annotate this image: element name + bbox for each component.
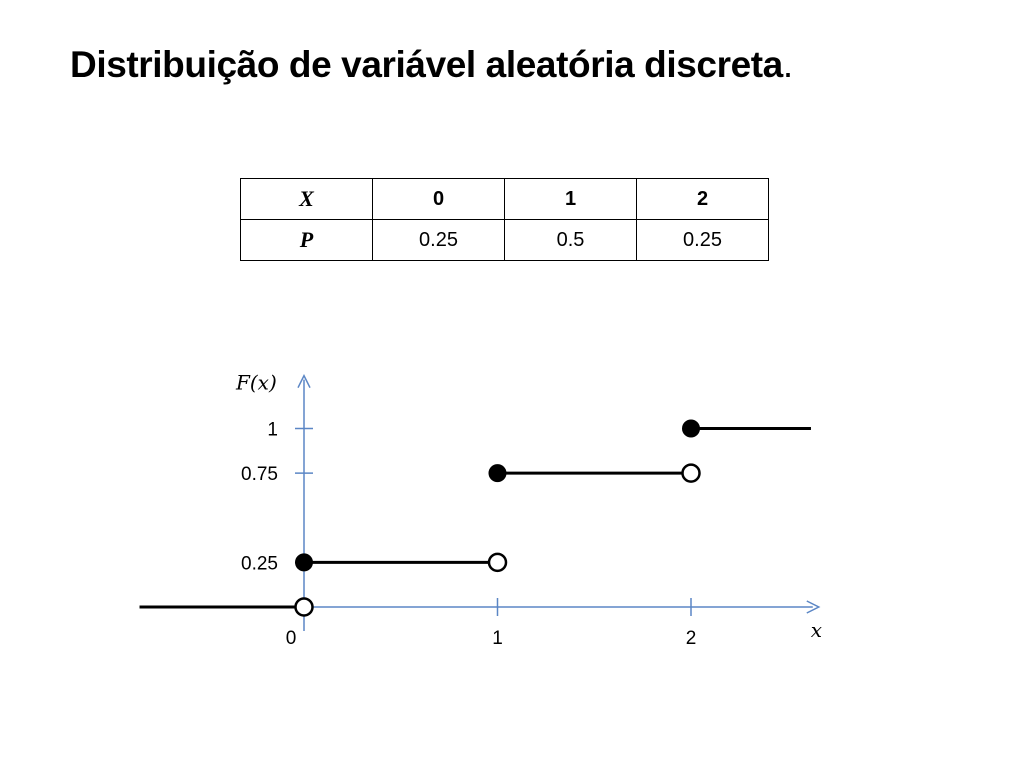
closed-point-2 — [489, 464, 507, 482]
title-period: . — [782, 44, 793, 85]
x-tick-label-0: 0 — [285, 628, 297, 649]
y-tick-label-1: 1 — [267, 419, 278, 441]
closed-point-1 — [295, 553, 313, 571]
title-text: Distribuição de variável aleatória discreta — [70, 44, 783, 85]
x-tick-label-2: 2 — [685, 628, 697, 649]
closed-point-3 — [682, 420, 700, 438]
table-cell-x0: 0 — [373, 179, 505, 220]
x-axis-label: x — [810, 618, 823, 642]
y-tick-label-0.25: 0.25 — [241, 553, 278, 575]
table-cell-x1: 1 — [505, 179, 637, 220]
table-header-x: X — [241, 179, 373, 220]
table-cell-p1: 0.5 — [505, 220, 637, 261]
open-point-2 — [683, 465, 700, 482]
x-tick-label-1: 1 — [492, 628, 503, 649]
open-point-0 — [296, 599, 313, 616]
table-cell-p2: 0.25 — [637, 220, 769, 261]
table-cell-p0: 0.25 — [373, 220, 505, 261]
table-header-p: P — [241, 220, 373, 261]
table-cell-x2: 2 — [637, 179, 769, 220]
open-point-1 — [489, 554, 506, 571]
y-tick-label-0.75: 0.75 — [241, 464, 278, 486]
y-axis-label: F(x) — [236, 370, 277, 395]
